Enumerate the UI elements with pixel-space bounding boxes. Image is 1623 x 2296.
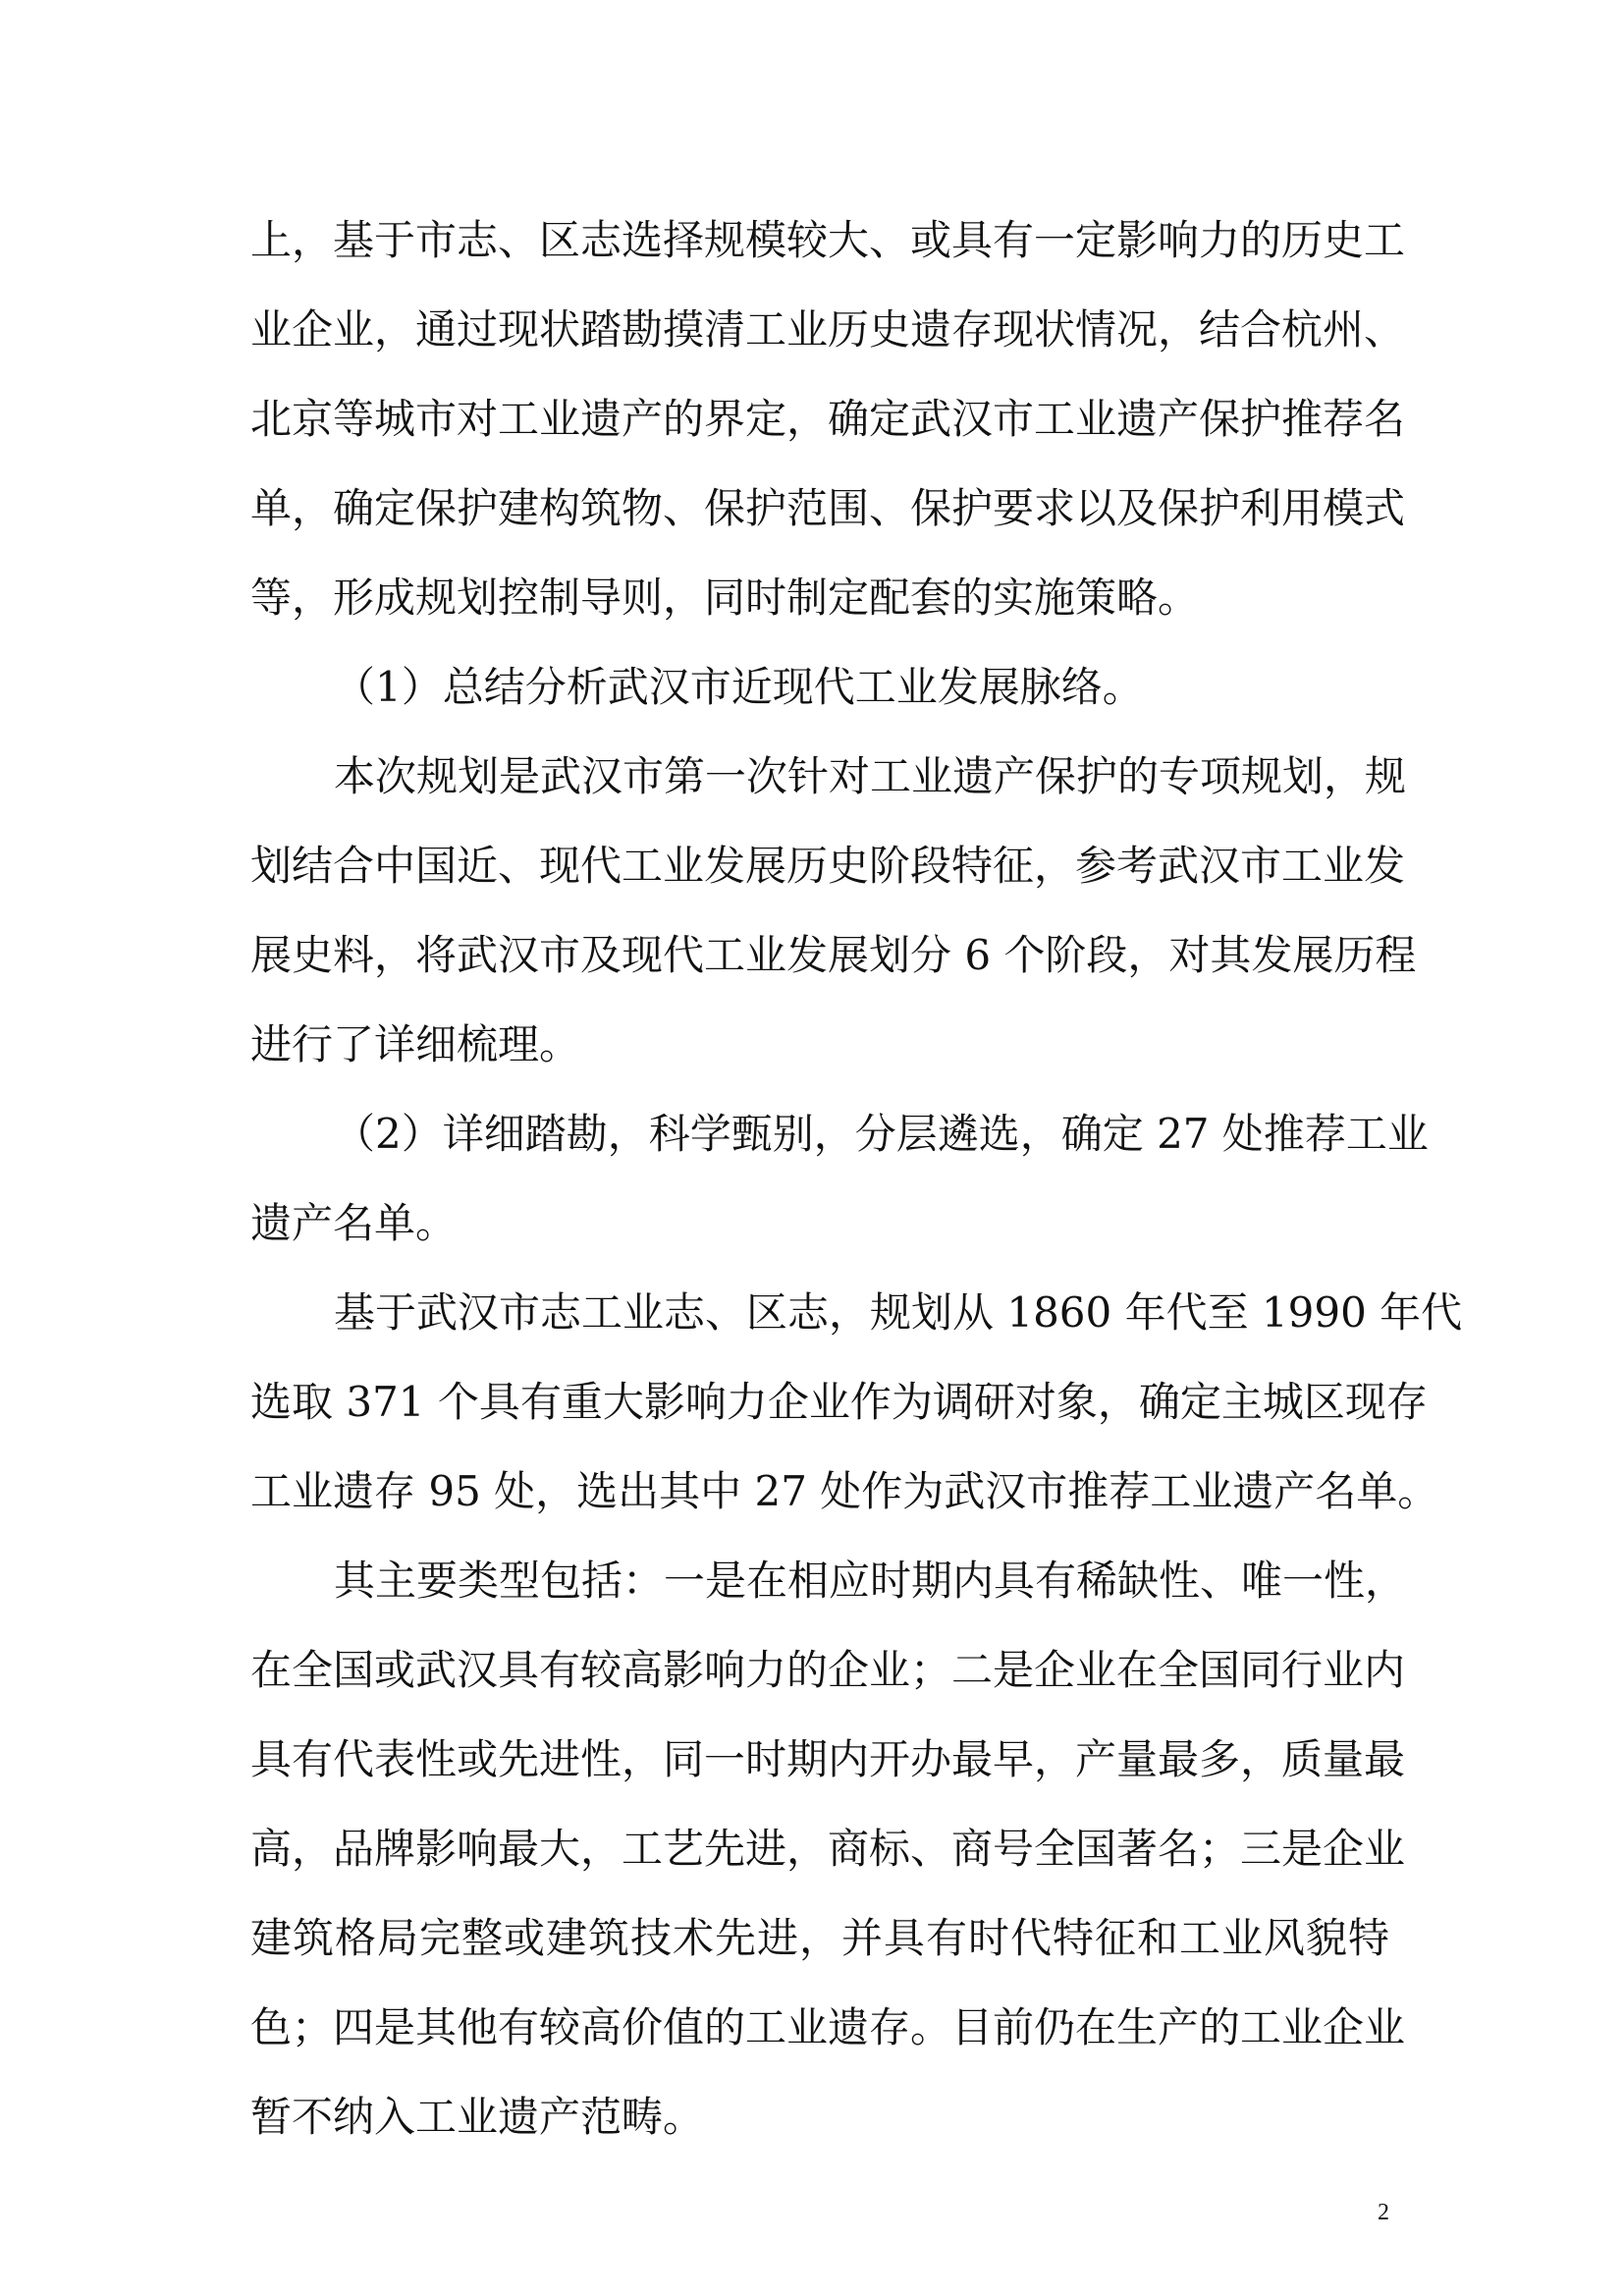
text-line: 本次规划是武汉市第一次针对工业遗产保护的专项规划，规 bbox=[334, 752, 1407, 800]
text-line: 高，品牌影响最大，工艺先进，商标、商号全国著名；三是企业 bbox=[250, 1825, 1406, 1873]
section-heading: （1）总结分析武汉市近现代工业发展脉络。 bbox=[334, 663, 1144, 711]
text-line: 建筑格局完整或建筑技术先进，并具有时代特征和工业风貌特 bbox=[250, 1914, 1389, 1962]
text-line: 上，基于市志、区志选择规模较大、或具有一定影响力的历史工 bbox=[250, 216, 1406, 264]
text-line: 工业遗存 95 处，选出其中 27 处作为武汉市推荐工业遗产名单。 bbox=[250, 1467, 1439, 1515]
text-line: 其主要类型包括：一是在相应时期内具有稀缺性、唯一性， bbox=[334, 1557, 1407, 1605]
text-line: 选取 371 个具有重大影响力企业作为调研对象，确定主城区现存 bbox=[250, 1378, 1428, 1426]
section-heading: （2）详细踏勘，科学甄别，分层遴选，确定 27 处推荐工业 bbox=[334, 1110, 1429, 1158]
text-line: 等，形成规划控制导则，同时制定配套的实施策略。 bbox=[250, 574, 1200, 622]
text-line: 在全国或武汉具有较高影响力的企业；二是企业在全国同行业内 bbox=[250, 1646, 1406, 1694]
text-line: 划结合中国近、现代工业发展历史阶段特征，参考武汉市工业发 bbox=[250, 842, 1406, 890]
page-number: 2 bbox=[1378, 2200, 1389, 2225]
text-line: 展史料，将武汉市及现代工业发展划分 6 个阶段，对其发展历程 bbox=[250, 931, 1417, 979]
text-line: 北京等城市对工业遗产的界定，确定武汉市工业遗产保护推荐名 bbox=[250, 395, 1406, 443]
text-line: 进行了详细梳理。 bbox=[250, 1020, 581, 1068]
text-line: 业企业，通过现状踏勘摸清工业历史遗存现状情况，结合杭州、 bbox=[250, 305, 1406, 354]
text-line: 具有代表性或先进性，同一时期内开办最早，产量最多，质量最 bbox=[250, 1735, 1406, 1783]
section-heading: 遗产名单。 bbox=[250, 1199, 458, 1247]
text-line: 色；四是其他有较高价值的工业遗存。目前仍在生产的工业企业 bbox=[250, 2003, 1406, 2051]
text-line: 基于武汉市志工业志、区志，规划从 1860 年代至 1990 年代 bbox=[334, 1288, 1463, 1337]
text-line: 暂不纳入工业遗产范畴。 bbox=[250, 2093, 705, 2141]
text-line: 单，确定保护建构筑物、保护范围、保护要求以及保护利用模式 bbox=[250, 484, 1406, 532]
